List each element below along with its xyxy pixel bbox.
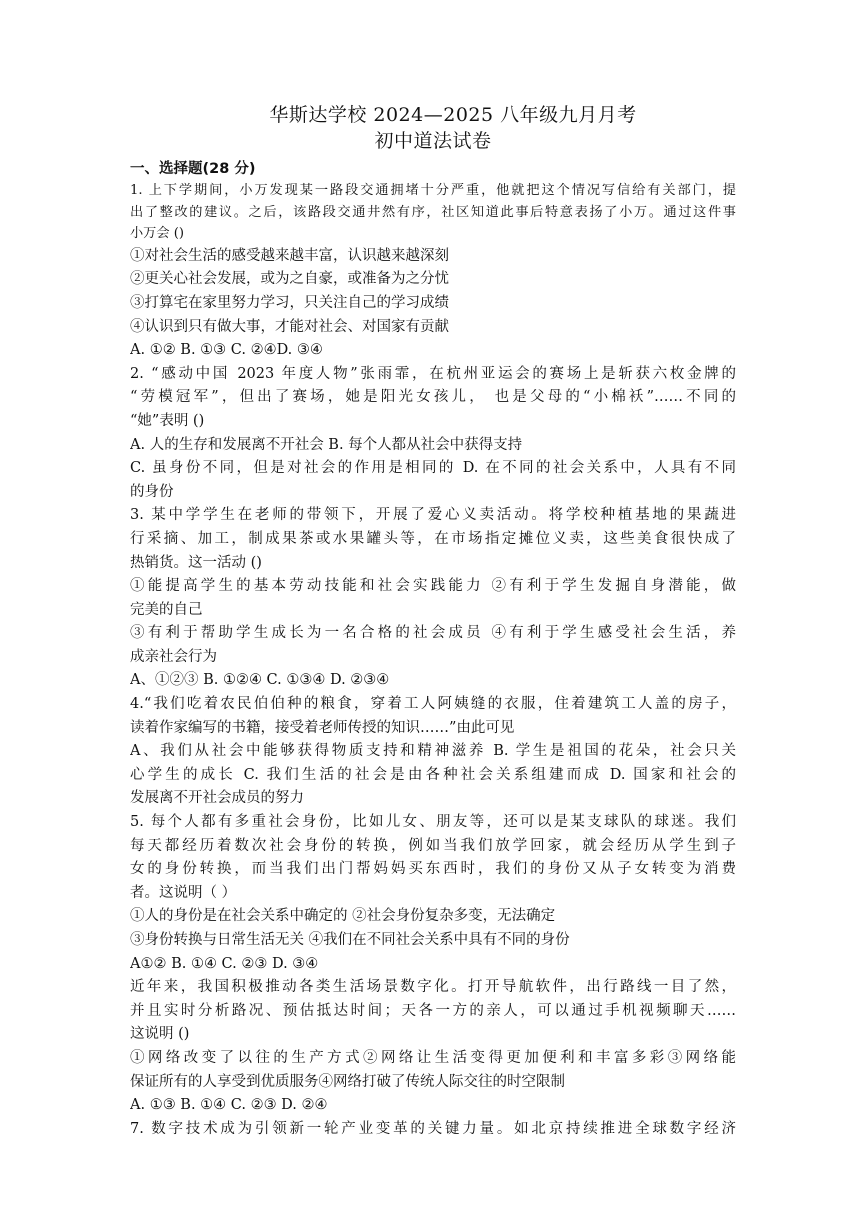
text-line: 读着作家编写的书籍，接受着老师传授的知识……”由此可见: [130, 719, 515, 736]
text-line: 者。这说明（ ）: [130, 884, 237, 901]
text-line: 5. 每个人都有多重社会身份，比如儿女、朋友等，还可以是某支球队的球迷。我们: [130, 814, 736, 831]
exam-title: 华斯达学校 2024—2025 八年级九月月考: [269, 104, 637, 126]
text-line: ②更关心社会发展，或为之自豪，或准备为之分忧: [130, 271, 449, 288]
text-line: A. ①③ B. ①④ C. ②③ D. ②④: [130, 1097, 328, 1114]
exam-subtitle: 初中道法试卷: [374, 130, 492, 152]
text-line: ③有利于帮助学生成长为一名合格的社会成员 ④有利于学生感受社会生活，养: [130, 625, 736, 642]
text-line: “她”表明 (): [130, 412, 205, 429]
text-line: 成亲社会行为: [130, 648, 217, 665]
text-line: 这说明 (): [130, 1026, 190, 1043]
text-line: 2. “感动中国 2023 年度人物”张雨霏，在杭州亚运会的赛场上是斩获六枚金牌的: [130, 365, 736, 382]
text-line: A. 人的生存和发展离不开社会 B. 每个人都从社会中获得支持: [130, 436, 523, 453]
text-line: ①能提高学生的基本劳动技能和社会实践能力 ②有利于学生发掘自身潜能，做: [130, 578, 736, 595]
question-body: [130, 180, 736, 1141]
section-heading: 一、选择题(28 分): [130, 161, 256, 177]
text-line: ④认识到只有做大事，才能对社会、对国家有贡献: [130, 318, 449, 335]
text-line: A、我们从社会中能够获得物质支持和精神滋养 B. 学生是祖国的花朵，社会只关: [130, 743, 736, 760]
text-line: 3. 某中学学生在老师的带领下，开展了爱心义卖活动。将学校种植基地的果蔬进: [130, 507, 736, 524]
text-line: 1. 上下学期间，小万发现某一路段交通拥堵十分严重，他就把这个情况写信给有关部门，提: [130, 183, 736, 198]
text-line: ①人的身份是在社会关系中确定的 ②社会身份复杂多变，无法确定: [130, 908, 556, 925]
text-line: 小万会 (): [130, 226, 185, 242]
text-line: A. ①② B. ①③ C. ②④D. ③④: [130, 342, 323, 359]
text-line: 保证所有的人享受到优质服务④网络打破了传统人际交往的时空限制: [130, 1073, 565, 1090]
text-line: 每天都经历着数次社会身份的转换，例如当我们放学回家，就会经历从学生到子: [130, 837, 736, 854]
text-line: A、①②③ B. ①②④ C. ①③④ D. ②③④: [130, 672, 390, 689]
text-line: 行采摘、加工，制成果茶或水果罐头等，在市场指定摊位义卖，这些美食很快成了: [130, 530, 736, 547]
text-line: C. 虽身份不同，但是对社会的作用是相同的 D. 在不同的社会关系中，人具有不同: [130, 460, 736, 477]
text-line: 女的身份转换，而当我们出门帮妈妈买东西时，我们的身份又从子女转变为消费: [130, 861, 736, 878]
text-line: “劳模冠军”，但出了赛场，她是阳光女孩儿， 也是父母的“小棉袄”……不同的: [130, 389, 736, 406]
text-line: ①网络改变了以往的生产方式②网络让生活变得更加便利和丰富多彩③网络能: [130, 1049, 736, 1066]
text-line: 出了整改的建议。之后，该路段交通井然有序，社区知道此事后特意表扬了小万。通过这件事: [130, 204, 736, 220]
text-line: 发展离不开社会成员的努力: [130, 790, 304, 807]
text-line: 7. 数字技术成为引领新一轮产业变革的关键力量。如北京持续推进全球数字经济: [130, 1120, 736, 1137]
text-line: 完美的自己: [130, 601, 203, 618]
text-line: A①② B. ①④ C. ②③ D. ③④: [130, 955, 319, 972]
text-line: 近年来，我国积极推动各类生活场景数字化。打开导航软件，出行路线一目了然，: [130, 979, 736, 996]
text-line: 4.“我们吃着农民伯伯种的粮食，穿着工人阿姨缝的衣服，住着建筑工人盖的房子，: [130, 696, 736, 713]
text-line: ③身份转换与日常生活无关 ④我们在不同社会关系中具有不同的身份: [130, 932, 570, 948]
text-line: ③打算宅在家里努力学习，只关注自己的学习成绩: [130, 294, 449, 311]
exam-page: [130, 102, 736, 1141]
text-line: ①对社会生活的感受越来越丰富，认识越来越深刻: [130, 247, 449, 264]
text-line: 热销货。这一活动 (): [130, 554, 262, 571]
text-line: 心学生的成长 C. 我们生活的社会是由各种社会关系组建而成 D. 国家和社会的: [130, 766, 736, 783]
text-line: 的身份: [130, 483, 174, 500]
text-line: 并且实时分析路况、预估抵达时间；天各一方的亲人，可以通过手机视频聊天……: [130, 1002, 736, 1019]
